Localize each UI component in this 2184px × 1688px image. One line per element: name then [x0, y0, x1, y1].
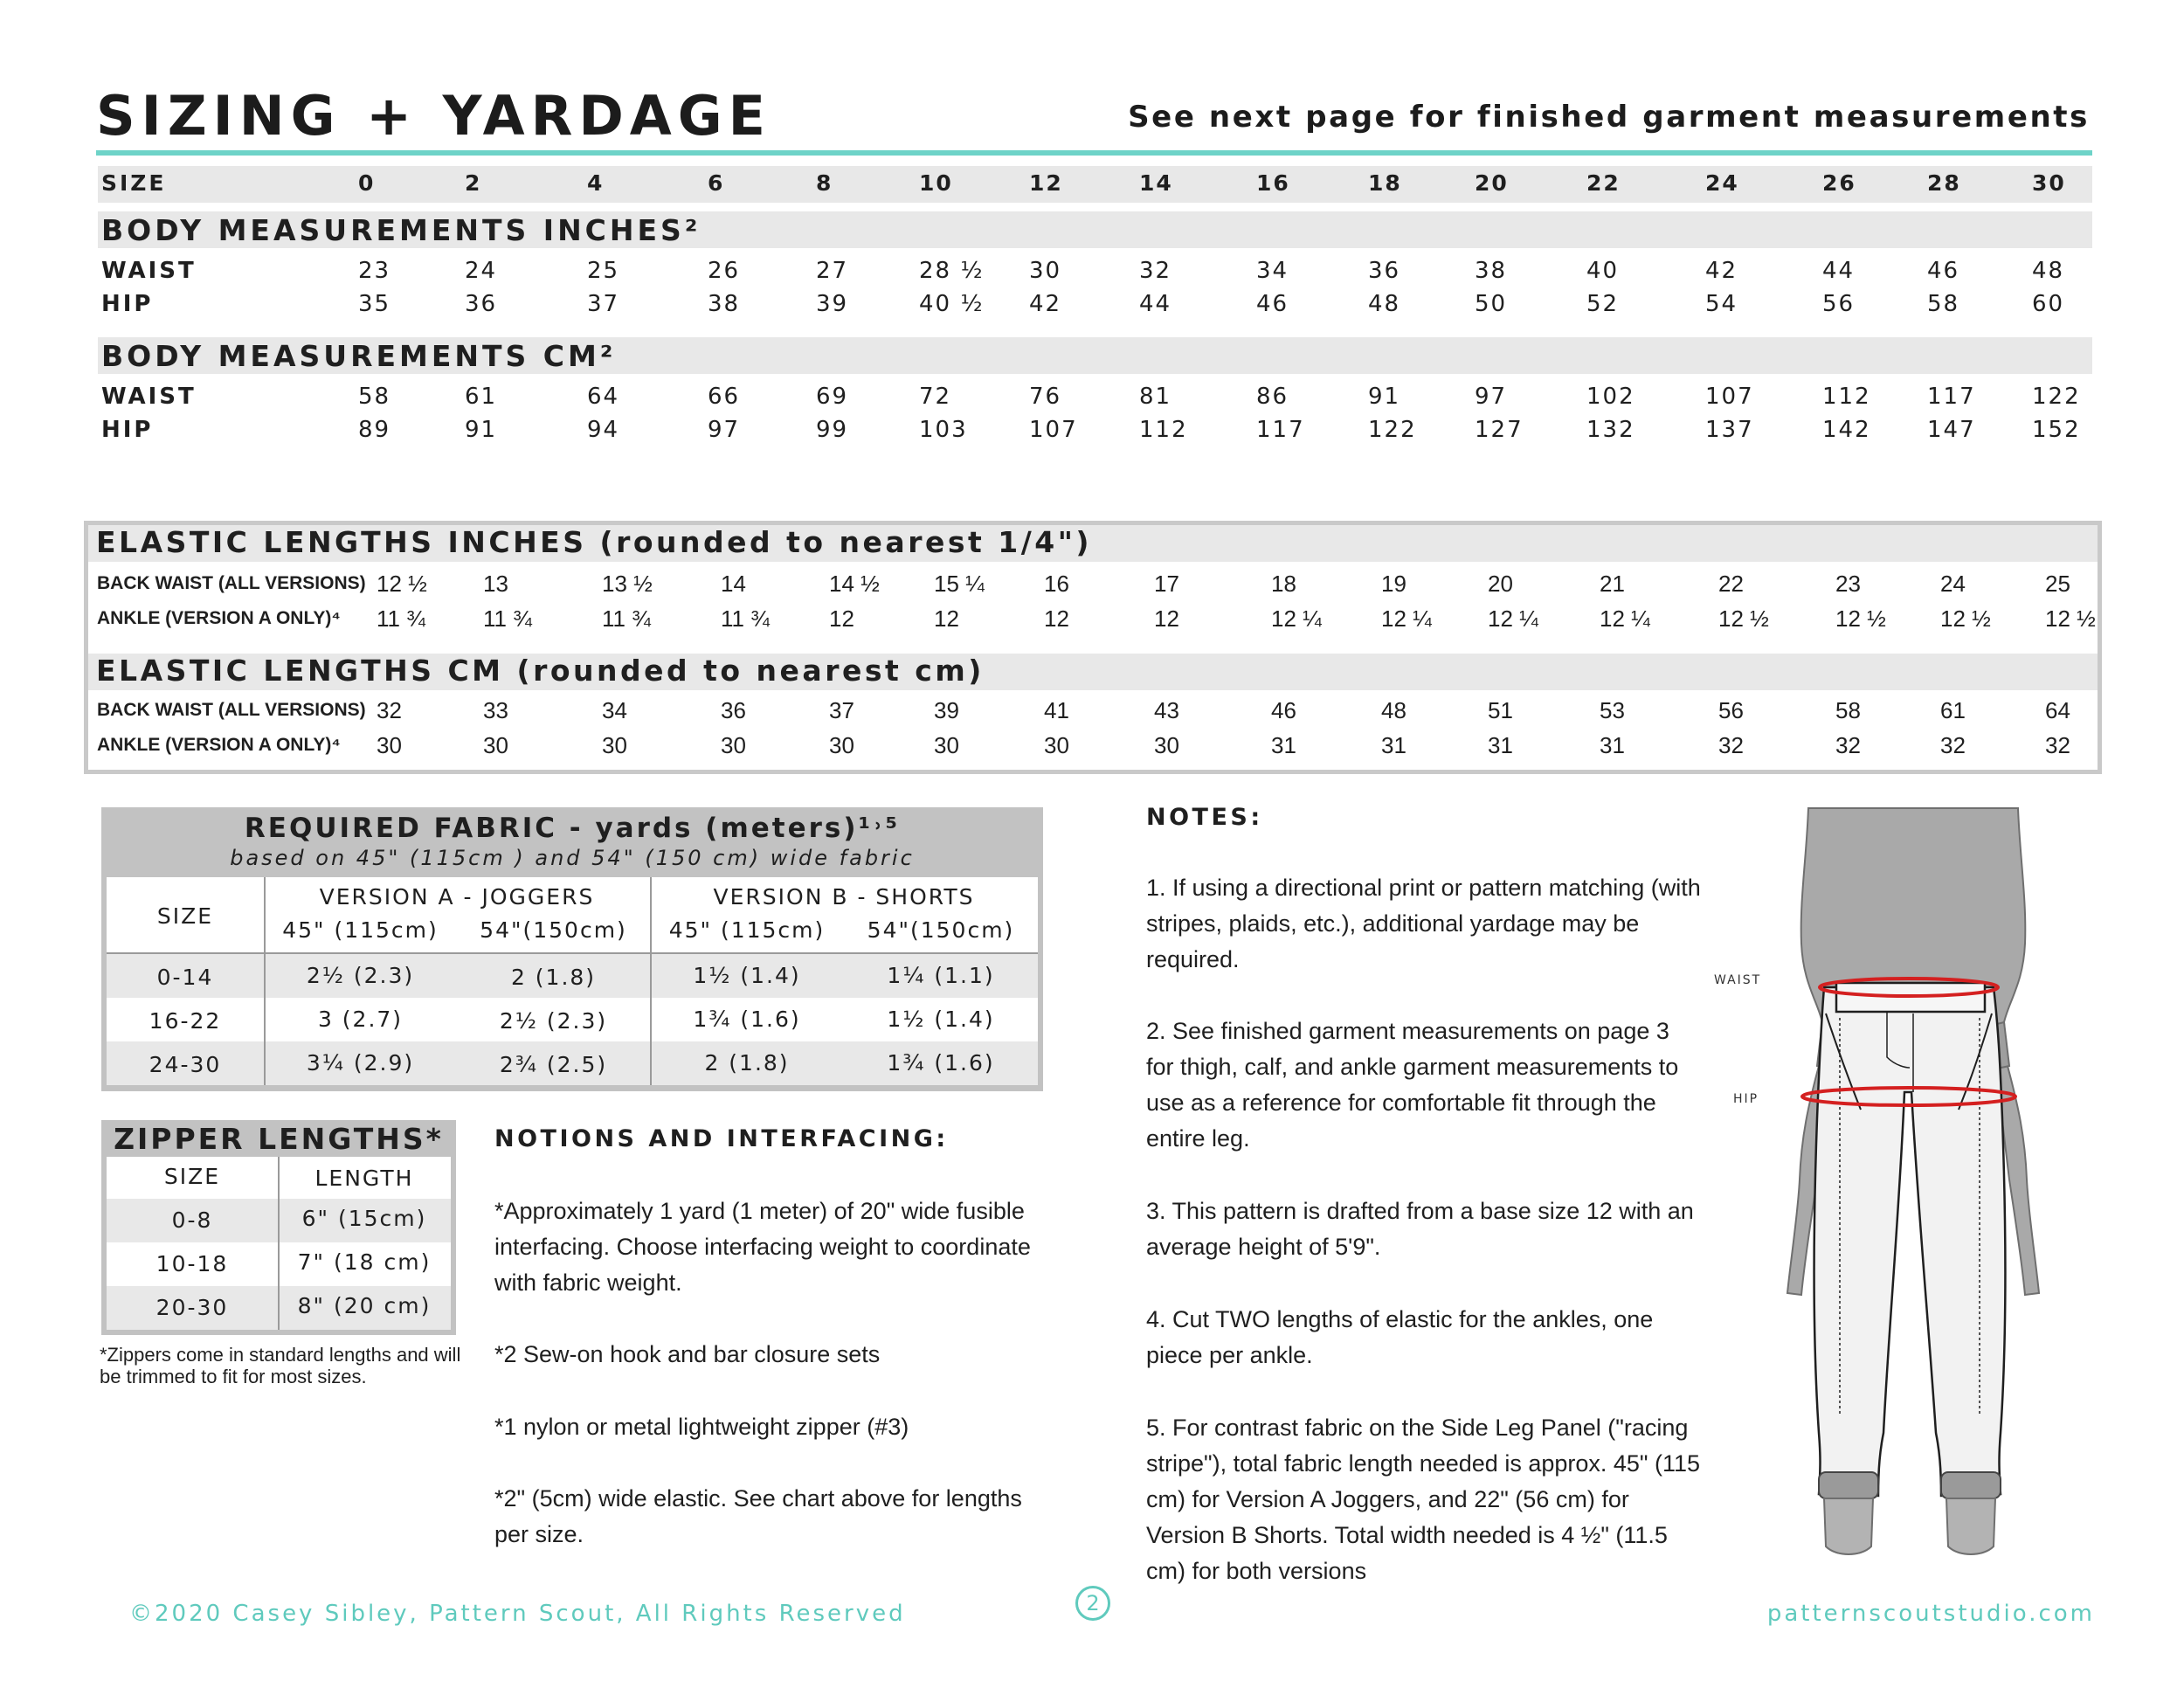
fabric-size-cell: 0-14	[156, 965, 214, 990]
table-cell: 54	[1705, 291, 1738, 317]
table-row	[88, 566, 2098, 601]
table-cell: 31	[1488, 732, 1513, 758]
fabric-size-cell: 24-30	[149, 1052, 222, 1077]
row-label: BACK WAIST (ALL VERSIONS)	[97, 700, 366, 720]
table-cell: 64	[2045, 697, 2070, 723]
page-number: 2	[1075, 1586, 1110, 1621]
table-cell: 31	[1600, 732, 1625, 758]
table-cell: 53	[1600, 697, 1625, 723]
table-cell: 107	[1029, 417, 1078, 443]
table-row	[98, 379, 2092, 414]
table-cell: 32	[1835, 732, 1861, 758]
table-cell: 19	[1381, 571, 1406, 597]
table-row	[98, 253, 2092, 288]
table-row	[88, 693, 2098, 728]
table-cell: 142	[1822, 417, 1871, 443]
row-label: BACK WAIST (ALL VERSIONS)	[97, 573, 366, 593]
fabric-width-header: 54"(150cm)	[867, 917, 1015, 943]
table-cell: 97	[1475, 384, 1508, 410]
table-cell: 23	[1835, 571, 1861, 597]
table-cell: 30	[829, 732, 854, 758]
table-row	[98, 412, 2092, 447]
fabric-title: REQUIRED FABRIC - yards (meters)¹˒⁵	[244, 813, 901, 844]
table-cell: 102	[1586, 384, 1635, 410]
zipper-table	[101, 1120, 456, 1335]
table-row	[98, 287, 2092, 322]
table-cell: 42	[1705, 258, 1738, 284]
table-row	[88, 728, 2098, 763]
size-label: SIZE	[101, 170, 167, 196]
table-cell: 36	[465, 291, 498, 317]
table-cell: 127	[1475, 417, 1524, 443]
notes-item: 2. See finished garment measurements on page 3 for thigh, calf, and ankle garment measurements to use as a reference for comfortable fit through the entire leg.	[1146, 1018, 1679, 1152]
table-cell: 76	[1029, 384, 1062, 410]
table-cell: 51	[1488, 697, 1513, 723]
row-label: WAIST	[101, 384, 197, 410]
fabric-cell: 1¼ (1.1)	[887, 963, 995, 988]
fabric-version-b: VERSION B - SHORTS	[713, 884, 975, 910]
table-cell: 30	[934, 732, 959, 758]
fabric-cell: 1¾ (1.6)	[693, 1007, 801, 1032]
fabric-width-header: 45" (115cm)	[282, 917, 439, 943]
row-label: HIP	[101, 417, 154, 443]
table-cell: 66	[708, 384, 741, 410]
notions-heading: NOTIONS AND INTERFACING:	[494, 1125, 949, 1152]
table-cell: 14	[1139, 170, 1173, 196]
table-cell: 64	[587, 384, 620, 410]
zipper-size-cell: 10-18	[156, 1251, 229, 1276]
table-cell: 147	[1927, 417, 1976, 443]
table-cell: 50	[1475, 291, 1508, 317]
table-cell: 56	[1822, 291, 1856, 317]
table-cell: 39	[816, 291, 849, 317]
table-cell: 24	[1940, 571, 1966, 597]
row-label: ANKLE (VERSION A ONLY)⁴	[97, 735, 341, 755]
table-cell: 103	[919, 417, 968, 443]
table-cell: 13	[483, 571, 508, 597]
table-cell: 32	[1940, 732, 1966, 758]
table-cell: 122	[1368, 417, 1417, 443]
zipper-length-cell: 6" (15cm)	[301, 1206, 427, 1231]
fabric-width-header: 45" (115cm)	[668, 917, 826, 943]
table-cell: 152	[2032, 417, 2081, 443]
table-cell: 12 ¼	[1600, 605, 1650, 632]
table-cell: 18	[1271, 571, 1296, 597]
row-label: HIP	[101, 291, 154, 317]
table-cell: 28 ½	[919, 258, 985, 284]
table-cell: 12 ¼	[1271, 605, 1322, 632]
zipper-length-header: LENGTH	[314, 1166, 414, 1191]
table-cell: 12 ½	[1940, 605, 1991, 632]
zipper-title: ZIPPER LENGTHS*	[114, 1122, 444, 1156]
zipper-size-cell: 20-30	[156, 1295, 229, 1320]
table-cell: 35	[358, 291, 391, 317]
table-cell: 16	[1256, 170, 1290, 196]
table-cell: 30	[1044, 732, 1069, 758]
table-cell: 21	[1600, 571, 1625, 597]
table-row	[88, 601, 2098, 636]
table-cell: 11 ¾	[721, 605, 770, 632]
feet	[1824, 1498, 1995, 1554]
table-cell: 12 ½	[1718, 605, 1769, 632]
table-cell: 8	[816, 170, 833, 196]
table-cell: 41	[1044, 697, 1069, 723]
table-cell: 44	[1139, 291, 1172, 317]
table-cell: 117	[1927, 384, 1976, 410]
table-cell: 38	[708, 291, 741, 317]
hip-label: HIP	[1733, 1092, 1759, 1106]
table-cell: 12	[934, 605, 959, 632]
table-cell: 58	[358, 384, 391, 410]
table-cell: 30	[377, 732, 402, 758]
table-cell: 32	[1139, 258, 1172, 284]
table-cell: 25	[2045, 571, 2070, 597]
table-cell: 72	[919, 384, 952, 410]
table-cell: 12 ½	[377, 571, 427, 597]
table-cell: 36	[721, 697, 746, 723]
table-cell: 132	[1586, 417, 1635, 443]
table-cell: 46	[1271, 697, 1296, 723]
table-cell: 58	[1835, 697, 1861, 723]
zipper-size-cell: 0-8	[171, 1207, 213, 1233]
inches-heading: BODY MEASUREMENTS INCHES²	[101, 213, 702, 247]
table-cell: 22	[1586, 170, 1621, 196]
table-cell: 12 ¼	[1488, 605, 1538, 632]
table-cell: 30	[721, 732, 746, 758]
notions-item: *2" (5cm) wide elastic. See chart above for lengths per size.	[494, 1485, 1022, 1547]
table-cell: 11 ¾	[483, 605, 532, 632]
ankle-cuffs	[1819, 1472, 2001, 1498]
fabric-size-cell: 16-22	[149, 1008, 222, 1034]
fabric-cell: 1½ (1.4)	[693, 963, 801, 988]
table-cell: 12 ¼	[1381, 605, 1432, 632]
table-cell: 31	[1381, 732, 1406, 758]
table-cell: 34	[1256, 258, 1289, 284]
table-cell: 16	[1044, 571, 1069, 597]
table-cell: 12	[1154, 605, 1179, 632]
table-cell: 0	[358, 170, 376, 196]
waist-label: WAIST	[1714, 973, 1762, 987]
notions-item: *Approximately 1 yard (1 meter) of 20" wide fusible interfacing. Choose interfacing weight to coordinate with fabric weight.	[494, 1198, 1031, 1296]
table-cell: 30	[1029, 258, 1062, 284]
notes-item: 5. For contrast fabric on the Side Leg Panel ("racing stripe"), total fabric length needed is approx. 45" (115 cm) for Version A Joggers, and 22" (56 cm) for Version B Shorts. Total width needed is 4 ½" (11.5 cm) for both versions	[1146, 1415, 1701, 1584]
table-cell: 69	[816, 384, 849, 410]
table-cell: 60	[2032, 291, 2065, 317]
table-cell: 37	[587, 291, 620, 317]
table-cell: 91	[465, 417, 498, 443]
table-cell: 4	[587, 170, 605, 196]
table-cell: 12 ½	[2045, 605, 2096, 632]
table-cell: 89	[358, 417, 391, 443]
table-cell: 34	[602, 697, 627, 723]
table-cell: 11 ¾	[602, 605, 651, 632]
table-cell: 52	[1586, 291, 1620, 317]
zipper-footnote: *Zippers come in standard lengths and will be trimmed to fit for most sizes.	[100, 1344, 461, 1387]
row-label: WAIST	[101, 258, 197, 284]
jogger-figure-illustration	[1756, 804, 2070, 1581]
table-cell: 15 ¼	[934, 571, 985, 597]
table-cell: 81	[1139, 384, 1172, 410]
table-cell: 32	[1718, 732, 1744, 758]
table-cell: 32	[2045, 732, 2070, 758]
notes-heading: NOTES:	[1146, 804, 1263, 831]
fabric-grid	[107, 877, 1038, 1085]
fabric-cell: 2¾ (2.5)	[499, 1052, 608, 1077]
fabric-version-a: VERSION A - JOGGERS	[319, 884, 595, 910]
zipper-grid	[107, 1157, 451, 1330]
page-title: SIZING + YARDAGE	[96, 84, 772, 148]
page-subtitle: See next page for finished garment measurements	[1128, 100, 2090, 135]
table-cell: 30	[2032, 170, 2066, 196]
table-cell: 17	[1154, 571, 1179, 597]
table-cell: 107	[1705, 384, 1754, 410]
table-cell: 44	[1822, 258, 1856, 284]
table-cell: 6	[708, 170, 725, 196]
table-cell: 33	[483, 697, 508, 723]
notions-item: *1 nylon or metal lightweight zipper (#3)	[494, 1414, 909, 1440]
fabric-cell: 3¼ (2.9)	[306, 1050, 415, 1076]
table-cell: 30	[602, 732, 627, 758]
notes-item: 1. If using a directional print or pattern matching (with stripes, plaids, etc.), additional yardage may be required.	[1146, 875, 1701, 972]
table-cell: 28	[1927, 170, 1961, 196]
table-cell: 24	[465, 258, 498, 284]
notes-item: 4. Cut TWO lengths of elastic for the ankles, one piece per ankle.	[1146, 1306, 1654, 1368]
size-header-row	[98, 166, 2092, 201]
table-cell: 46	[1256, 291, 1289, 317]
table-cell: 12	[1044, 605, 1069, 632]
table-cell: 39	[934, 697, 959, 723]
table-cell: 32	[377, 697, 402, 723]
table-cell: 97	[708, 417, 741, 443]
table-cell: 48	[2032, 258, 2065, 284]
zipper-length-cell: 7" (18 cm)	[297, 1249, 432, 1275]
table-cell: 30	[1154, 732, 1179, 758]
table-cell: 10	[919, 170, 953, 196]
table-cell: 40 ½	[919, 291, 985, 317]
table-cell: 26	[1822, 170, 1856, 196]
table-cell: 25	[587, 258, 620, 284]
table-cell: 46	[1927, 258, 1960, 284]
table-cell: 2	[465, 170, 482, 196]
jogger-pants	[1814, 983, 2006, 1496]
table-cell: 61	[1940, 697, 1966, 723]
table-cell: 112	[1822, 384, 1871, 410]
fabric-cell: 2 (1.8)	[510, 965, 597, 990]
table-cell: 36	[1368, 258, 1401, 284]
table-cell: 48	[1368, 291, 1401, 317]
row-label: ANKLE (VERSION A ONLY)⁴	[97, 608, 341, 628]
notes-item: 3. This pattern is drafted from a base size 12 with an average height of 5'9".	[1146, 1198, 1694, 1260]
table-cell: 56	[1718, 697, 1744, 723]
zipper-length-cell: 8" (20 cm)	[297, 1293, 432, 1318]
table-cell: 99	[816, 417, 849, 443]
table-cell: 117	[1256, 417, 1305, 443]
table-cell: 18	[1368, 170, 1402, 196]
table-cell: 27	[816, 258, 849, 284]
table-cell: 38	[1475, 258, 1508, 284]
table-cell: 137	[1705, 417, 1754, 443]
table-cell: 12	[1029, 170, 1063, 196]
table-cell: 20	[1488, 571, 1513, 597]
table-cell: 22	[1718, 571, 1744, 597]
table-cell: 31	[1271, 732, 1296, 758]
table-cell: 61	[465, 384, 498, 410]
table-cell: 13 ½	[602, 571, 653, 597]
table-cell: 12	[829, 605, 854, 632]
table-cell: 20	[1475, 170, 1509, 196]
fabric-cell: 1¾ (1.6)	[887, 1050, 995, 1076]
fabric-subtitle: based on 45" (115cm ) and 54" (150 cm) wide fabric	[230, 846, 915, 870]
table-cell: 43	[1154, 697, 1179, 723]
fabric-hline	[107, 952, 1038, 954]
table-cell: 58	[1927, 291, 1960, 317]
required-fabric-table	[101, 807, 1043, 1091]
elastic-cm-heading: ELASTIC LENGTHS CM (rounded to nearest cm)	[96, 654, 985, 688]
table-cell: 86	[1256, 384, 1289, 410]
table-cell: 42	[1029, 291, 1062, 317]
table-cell: 30	[483, 732, 508, 758]
table-cell: 12 ½	[1835, 605, 1886, 632]
fabric-cell: 3 (2.7)	[317, 1007, 404, 1032]
notions-item: *2 Sew-on hook and bar closure sets	[494, 1341, 881, 1367]
copyright: ©2020 Casey Sibley, Pattern Scout, All Rights Reserved	[129, 1601, 906, 1627]
elastic-inches-heading: ELASTIC LENGTHS INCHES (rounded to nearest 1/4")	[96, 525, 1093, 559]
table-cell: 23	[358, 258, 391, 284]
table-cell: 122	[2032, 384, 2081, 410]
table-cell: 91	[1368, 384, 1401, 410]
zipper-size-header: SIZE	[163, 1164, 221, 1189]
table-cell: 14 ½	[829, 571, 880, 597]
table-cell: 40	[1586, 258, 1620, 284]
title-rule	[96, 150, 2092, 156]
cm-heading: BODY MEASUREMENTS CM²	[101, 339, 617, 373]
table-cell: 26	[708, 258, 741, 284]
fabric-width-header: 54"(150cm)	[480, 917, 627, 943]
fabric-cell: 1½ (1.4)	[887, 1007, 995, 1032]
website-link[interactable]: patternscoutstudio.com	[1766, 1601, 2095, 1627]
fabric-size-header: SIZE	[156, 903, 214, 929]
table-cell: 37	[829, 697, 854, 723]
table-cell: 14	[721, 571, 746, 597]
fabric-cell: 2½ (2.3)	[499, 1008, 608, 1034]
fabric-cell: 2½ (2.3)	[306, 963, 415, 988]
fabric-cell: 2 (1.8)	[704, 1050, 790, 1076]
table-cell: 112	[1139, 417, 1188, 443]
table-cell: 24	[1705, 170, 1739, 196]
table-cell: 48	[1381, 697, 1406, 723]
table-cell: 94	[587, 417, 620, 443]
table-cell: 11 ¾	[377, 605, 425, 632]
